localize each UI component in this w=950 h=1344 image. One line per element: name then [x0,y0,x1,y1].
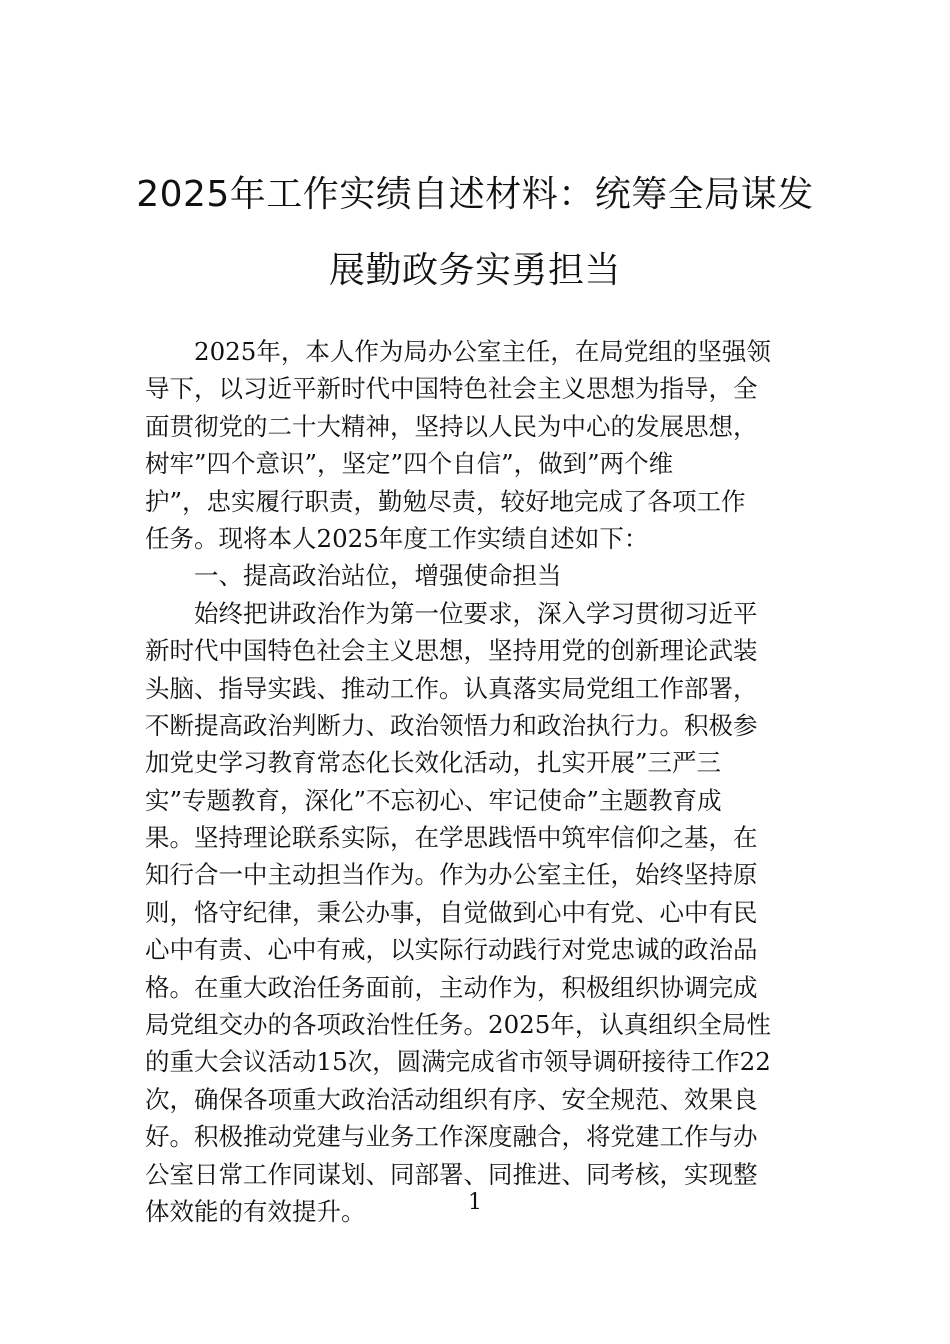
paragraph-section-1-line: 知行合一中主动担当作为。作为办公室主任，始终坚持原 [145,860,758,890]
paragraph-intro-line: 2025年，本人作为局办公室主任，在局党组的坚强领 [194,337,771,366]
paragraph-section-1-line: 的重大会议活动15次，圆满完成省市领导调研接待工作22 [145,1047,771,1077]
paragraph-section-1-line: 加党史学习教育常态化长效化活动，扎实开展”三严三 [145,748,722,778]
section-heading-1: 一、提高政治站位，增强使命担当 [194,561,562,591]
paragraph-section-1-line: 次，确保各项重大政治活动组织有序、安全规范、效果良 [145,1084,758,1114]
paragraph-section-1-line: 始终把讲政治作为第一位要求，深入学习贯彻习近平 [194,598,758,628]
paragraph-section-1-line: 格。在重大政治任务面前，主动作为，积极组织协调完成 [145,972,758,1002]
paragraph-section-1-line: 则，恪守纪律，秉公办事，自觉做到心中有党、心中有民 [145,897,758,927]
paragraph-intro-line: 任务。现将本人2025年度工作实绩自述如下： [145,523,649,553]
paragraph-section-1-line: 新时代中国特色社会主义思想，坚持用党的创新理论武装 [145,636,758,666]
paragraph-intro-line: 导下，以习近平新时代中国特色社会主义思想为指导，全 [145,374,758,404]
paragraph-intro-line: 护”，忠实履行职责，勤勉尽责，较好地完成了各项工作 [145,486,746,516]
paragraph-section-1-line: 局党组交办的各项政治性任务。2025年，认真组织全局性 [145,1010,771,1040]
paragraph-section-1-line: 体效能的有效提升。 [145,1196,366,1226]
document-body [145,333,810,1230]
document-title [130,157,820,309]
paragraph-section-1-line: 不断提高政治判断力、政治领悟力和政治执行力。积极参 [145,710,758,740]
paragraph-section-1-line: 公室日常工作同谋划、同部署、同推进、同考核，实现整 [145,1159,758,1189]
title-line-2: 展勤政务实勇担当 [328,250,621,291]
paragraph-section-1-line: 头脑、指导实践、推动工作。认真落实局党组工作部署， [145,673,758,703]
paragraph-section-1-line: 好。积极推动党建与业务工作深度融合，将党建工作与办 [145,1122,758,1152]
paragraph-section-1-line: 实”专题教育，深化”不忘初心、牢记使命”主题教育成 [145,785,722,815]
paragraph-section-1-line: 果。坚持理论联系实际，在学思践悟中筑牢信仰之基，在 [145,823,758,853]
paragraph-intro-line: 面贯彻党的二十大精神，坚持以人民为中心的发展思想， [145,411,758,441]
paragraph-section-1-line: 心中有责、心中有戒，以实际行动践行对党忠诚的政治品 [145,935,758,965]
paragraph-intro-line: 树牢”四个意识”，坚定”四个自信”，做到”两个维 [145,449,674,479]
page-number: 1 [468,1190,482,1215]
title-line-1: 2025年工作实绩自述材料：统筹全局谋发 [136,174,814,215]
